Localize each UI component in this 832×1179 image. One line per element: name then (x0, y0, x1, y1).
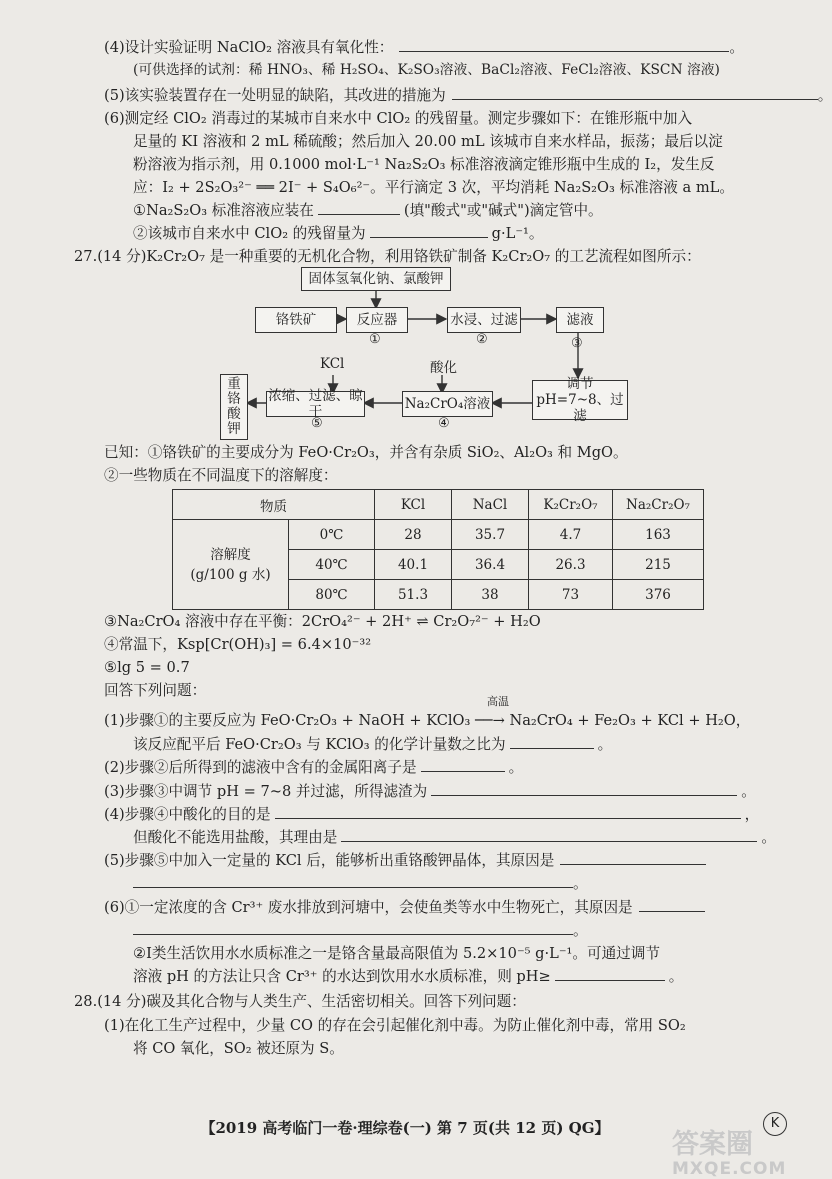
table-header: 物质 (173, 490, 375, 520)
p1-line-2: 该反应配平后 FeO·Cr₂O₃ 与 KClO₃ 的化学计量数之比为 。 (133, 736, 613, 753)
step-4-label: ④ (438, 416, 450, 431)
solubility-label: 溶解度 (g/100 g 水) (173, 520, 289, 610)
p6-line-1 (104, 897, 705, 919)
answer-blank[interactable] (133, 873, 573, 888)
p5-line (104, 850, 706, 872)
table-cell: 80℃ (289, 580, 375, 610)
q5-text: (5)该实验装置存在一处明显的缺陷，其改进的措施为 (104, 87, 446, 104)
table-cell: 0℃ (289, 520, 375, 550)
table-cell: 40℃ (289, 550, 375, 580)
table-header: Na₂Cr₂O₇ (613, 490, 704, 520)
p6-line-1b: 。 (133, 920, 588, 942)
answer-blank[interactable] (560, 850, 706, 865)
known-5: ⑤lg 5 = 0.7 (104, 659, 190, 676)
q27-title: 27.(14 分)K₂Cr₂O₇ 是一种重要的无机化合物，利用铬铁矿制备 K₂Cr₂O₇ 的工艺流程如图所示： (74, 248, 701, 265)
q28-line-2: 将 CO 氧化，SO₂ 被还原为 S。 (133, 1040, 344, 1057)
reaction-condition: 高温 (487, 695, 509, 708)
p6-line-3: 溶液 pH 的方法让只含 Cr³⁺ 的水达到饮用水水质标准，则 pH≥ 。 (133, 968, 684, 985)
ore-box: 铬铁矿 (255, 307, 337, 333)
p6-text-3: 溶液 pH 的方法让只含 Cr³⁺ 的水达到饮用水水质标准，则 pH≥ (133, 968, 551, 985)
p2-line: (2)步骤②后所得到的滤液中含有的金属阳离子是 。 (104, 759, 524, 776)
q5-line: (5)该实验装置存在一处明显的缺陷，其改进的措施为 。 (104, 87, 832, 104)
table-cell: 51.3 (375, 580, 452, 610)
k-circle-mark: K (763, 1112, 787, 1136)
answer-blank[interactable] (555, 966, 665, 981)
table-cell: 4.7 (529, 520, 613, 550)
q6-line-3: 粉溶液为指示剂，用 0.1000 mol·L⁻¹ Na₂S₂O₃ 标准溶液滴定锥形瓶中生成的 I₂，发生反 (133, 156, 715, 173)
answer-blank[interactable] (639, 897, 705, 912)
p2-text: (2)步骤②后所得到的滤液中含有的金属阳离子是 (104, 759, 417, 776)
q28-title: 28.(14 分)碳及其化合物与人类生产、生活密切相关。回答下列问题： (74, 993, 526, 1010)
q4-reagents: (可供选择的试剂：稀 HNO₃、稀 H₂SO₄、K₂SO₃溶液、BaCl₂溶液、FeCl₂溶液、KSCN 溶液) (133, 62, 720, 78)
step-3-label: ③ (571, 336, 583, 351)
kcl-label: KCl (320, 356, 345, 372)
table-cell: 36.4 (452, 550, 529, 580)
p5-line-2: 。 (133, 873, 588, 895)
concentrate-box: 浓缩、过滤、晾干 (266, 391, 365, 417)
table-header: KCl (375, 490, 452, 520)
na2cro4-box: Na₂CrO₄溶液 (402, 391, 493, 417)
known-3: ③Na₂CrO₄ 溶液中存在平衡：2CrO₄²⁻ + 2H⁺ ⇌ Cr₂O₇²⁻ + H₂O (104, 613, 541, 630)
p4-text-2: 但酸化不能选用盐酸，其理由是 (133, 829, 338, 846)
answer-blank[interactable] (431, 781, 737, 796)
page-footer: 【2019 高考临门一卷·理综卷(一) 第 7 页(共 12 页) QG】 (200, 1119, 610, 1137)
q4-text: (4)设计实验证明 NaClO₂ 溶液具有氧化性： (104, 39, 394, 56)
answer-blank[interactable] (510, 734, 594, 749)
table-header: K₂Cr₂O₇ (529, 490, 613, 520)
p3-text: (3)步骤③中调节 pH = 7~8 并过滤，所得滤渣为 (104, 783, 428, 800)
table-cell: 73 (529, 580, 613, 610)
q6-line-4: 应：I₂ + 2S₂O₃²⁻ ══ 2I⁻ + S₄O₆²⁻。平行滴定 3 次，平均消耗 Na₂S₂O₃ 标准溶液 a mL。 (133, 179, 734, 196)
table-cell: 163 (613, 520, 704, 550)
p6-line-2: ②Ⅰ类生活饮用水水质标准之一是铬含量最高限值为 5.2×10⁻⁵ g·L⁻¹。可通过调节 (133, 945, 660, 962)
p4-text: (4)步骤④中酸化的目的是 (104, 806, 271, 823)
answer-blank[interactable] (133, 920, 573, 935)
p1-line-1: (1)步骤①的主要反应为 FeO·Cr₂O₃ + NaOH + KClO₃ ──→ Na₂CrO₄ + Fe₂O₃ + KCl + H₂O， (104, 712, 751, 729)
product-box: 重 铬 酸 钾 (220, 374, 248, 440)
solubility-table (172, 489, 704, 610)
q28-line-1: (1)在化工生产过程中，少量 CO 的存在会引起催化剂中毒。为防止催化剂中毒，常用 SO₂ (104, 1017, 686, 1034)
acidify-label: 酸化 (430, 360, 457, 376)
flow-arrows (0, 0, 810, 440)
answer-prompt: 回答下列问题： (104, 682, 207, 699)
table-row (173, 520, 704, 550)
q6-sub-b-unit: g·L⁻¹。 (491, 225, 544, 242)
p4-line-2: 但酸化不能选用盐酸，其理由是 。 (133, 829, 776, 846)
p6-text: (6)①一定浓度的含 Cr³⁺ 废水排放到河塘中，会使鱼类等水中生物死亡，其原因是 (104, 899, 633, 916)
adjust-ph-box: 调节 pH=7~8、过滤 (532, 380, 628, 420)
q4-line: (4)设计实验证明 NaClO₂ 溶液具有氧化性： 。 (104, 39, 744, 56)
q6-line-1: (6)测定经 ClO₂ 消毒过的某城市自来水中 ClO₂ 的残留量。测定步骤如下：在锥形瓶中加入 (104, 110, 693, 127)
table-cell: 35.7 (452, 520, 529, 550)
q6-sub-a-text: ①Na₂S₂O₃ 标准溶液应装在 (133, 202, 314, 219)
filtrate-box: 滤液 (556, 307, 604, 333)
table-cell: 28 (375, 520, 452, 550)
q6-line-2: 足量的 KI 溶液和 2 mL 稀硫酸；然后加入 20.00 mL 该城市自来水样品，振荡；最后以淀 (133, 133, 723, 150)
reagents-box: 固体氢氧化钠、氯酸钾 (301, 267, 451, 291)
known-1: 已知：①铬铁矿的主要成分为 FeO·Cr₂O₃，并含有杂质 SiO₂、Al₂O₃ 和 MgO。 (104, 444, 628, 461)
q6-sub-b-text: ②该城市自来水中 ClO₂ 的残留量为 (133, 225, 366, 242)
table-cell: 26.3 (529, 550, 613, 580)
watermark-logo: 答案圈 (672, 1129, 753, 1160)
leach-box: 水浸、过滤 (447, 307, 521, 333)
step-1-label: ① (369, 332, 381, 347)
table-cell: 38 (452, 580, 529, 610)
table-header-row (173, 490, 704, 520)
table-cell: 215 (613, 550, 704, 580)
table-header: NaCl (452, 490, 529, 520)
p5-text: (5)步骤⑤中加入一定量的 KCl 后，能够析出重铬酸钾晶体，其原因是 (104, 852, 555, 869)
watermark (672, 1130, 786, 1178)
table-cell: 376 (613, 580, 704, 610)
watermark-url: MXQE.COM (672, 1159, 787, 1179)
p4-line-1: (4)步骤④中酸化的目的是 ， (104, 806, 760, 823)
step-5-label: ⑤ (311, 416, 323, 431)
answer-blank[interactable] (421, 757, 505, 772)
reactor-box: 反应器 (346, 307, 408, 333)
step-2-label: ② (476, 332, 488, 347)
answer-blank[interactable] (341, 827, 757, 842)
known-2: ②一些物质在不同温度下的溶解度： (104, 467, 338, 484)
p3-line: (3)步骤③中调节 pH = 7~8 并过滤，所得滤渣为 。 (104, 783, 756, 800)
table-cell: 40.1 (375, 550, 452, 580)
answer-blank[interactable] (275, 804, 741, 819)
q6-sub-a-tail: (填"酸式"或"碱式")滴定管中。 (403, 202, 603, 219)
p1-text: 该反应配平后 FeO·Cr₂O₃ 与 KClO₃ 的化学计量数之比为 (133, 736, 506, 753)
known-4: ④常温下，Ksp[Cr(OH)₃] = 6.4×10⁻³² (104, 636, 372, 653)
